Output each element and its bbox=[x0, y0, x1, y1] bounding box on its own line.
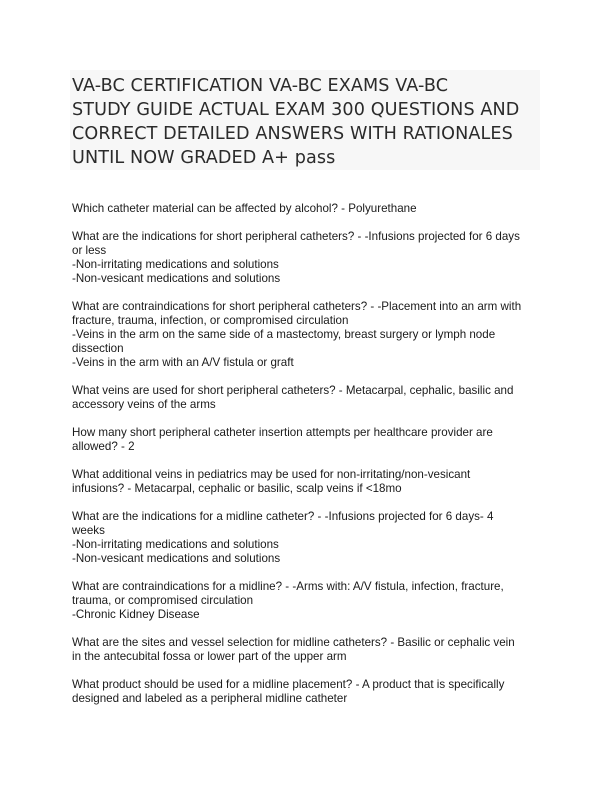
qa-line: -Non-vesicant medications and solutions bbox=[72, 552, 281, 565]
qa-line: What product should be used for a midline placement? - A product that is specifically bbox=[72, 678, 505, 691]
qa-line: What are the indications for a midline catheter? - -Infusions projected for 6 days- 4 bbox=[72, 510, 494, 523]
qa-item bbox=[72, 510, 542, 566]
title-line: VA-BC CERTIFICATION VA-BC EXAMS VA-BC bbox=[72, 76, 449, 96]
qa-line: -Veins in the arm with an A/V fistula or graft bbox=[72, 356, 294, 369]
qa-item bbox=[72, 384, 542, 412]
title-line: UNTIL NOW GRADED A+ pass bbox=[72, 148, 336, 168]
qa-item bbox=[72, 426, 542, 454]
qa-line: -Veins in the arm on the same side of a mastectomy, breast surgery or lymph node bbox=[72, 328, 496, 341]
qa-item bbox=[72, 678, 542, 706]
qa-line: What are contraindications for a midline? - -Arms with: A/V fistula, infection, fracture, bbox=[72, 580, 504, 593]
qa-line: fracture, trauma, infection, or compromised circulation bbox=[72, 314, 349, 327]
qa-item bbox=[72, 202, 542, 216]
qa-line: allowed? - 2 bbox=[72, 440, 135, 453]
qa-item bbox=[72, 468, 542, 496]
qa-line: -Non-irritating medications and solutions bbox=[72, 538, 279, 551]
qa-line: What veins are used for short peripheral catheters? - Metacarpal, cephalic, basilic and bbox=[72, 384, 514, 397]
qa-line: What additional veins in pediatrics may be used for non-irritating/non-vesicant bbox=[72, 468, 471, 481]
qa-line: -Non-irritating medications and solutions bbox=[72, 258, 279, 271]
qa-line: weeks bbox=[72, 524, 105, 537]
document-title bbox=[72, 74, 542, 170]
qa-line: -Chronic Kidney Disease bbox=[72, 608, 200, 621]
qa-line: What are the sites and vessel selection for midline catheters? - Basilic or cephalic vein bbox=[72, 636, 515, 649]
qa-list bbox=[72, 202, 542, 720]
qa-line: How many short peripheral catheter insertion attempts per healthcare provider are bbox=[72, 426, 493, 439]
qa-line: What are contraindications for short peripheral catheters? - -Placement into an arm with bbox=[72, 300, 522, 313]
qa-line: -Non-vesicant medications and solutions bbox=[72, 272, 281, 285]
qa-line: What are the indications for short peripheral catheters? - -Infusions projected for 6 days bbox=[72, 230, 520, 243]
qa-line: designed and labeled as a peripheral midline catheter bbox=[72, 692, 348, 705]
qa-line: dissection bbox=[72, 342, 124, 355]
qa-item bbox=[72, 230, 542, 286]
qa-line: Which catheter material can be affected by alcohol? - Polyurethane bbox=[72, 202, 417, 215]
qa-line: trauma, or compromised circulation bbox=[72, 594, 254, 607]
qa-line: in the antecubital fossa or lower part of the upper arm bbox=[72, 650, 347, 663]
qa-item bbox=[72, 636, 542, 664]
title-line: CORRECT DETAILED ANSWERS WITH RATIONALES bbox=[72, 124, 513, 144]
qa-line: or less bbox=[72, 244, 107, 257]
title-line: STUDY GUIDE ACTUAL EXAM 300 QUESTIONS AND bbox=[72, 100, 520, 120]
qa-item bbox=[72, 300, 542, 370]
qa-line: infusions? - Metacarpal, cephalic or basilic, scalp veins if <18mo bbox=[72, 482, 402, 495]
qa-line: accessory veins of the arms bbox=[72, 398, 216, 411]
qa-item bbox=[72, 580, 542, 622]
